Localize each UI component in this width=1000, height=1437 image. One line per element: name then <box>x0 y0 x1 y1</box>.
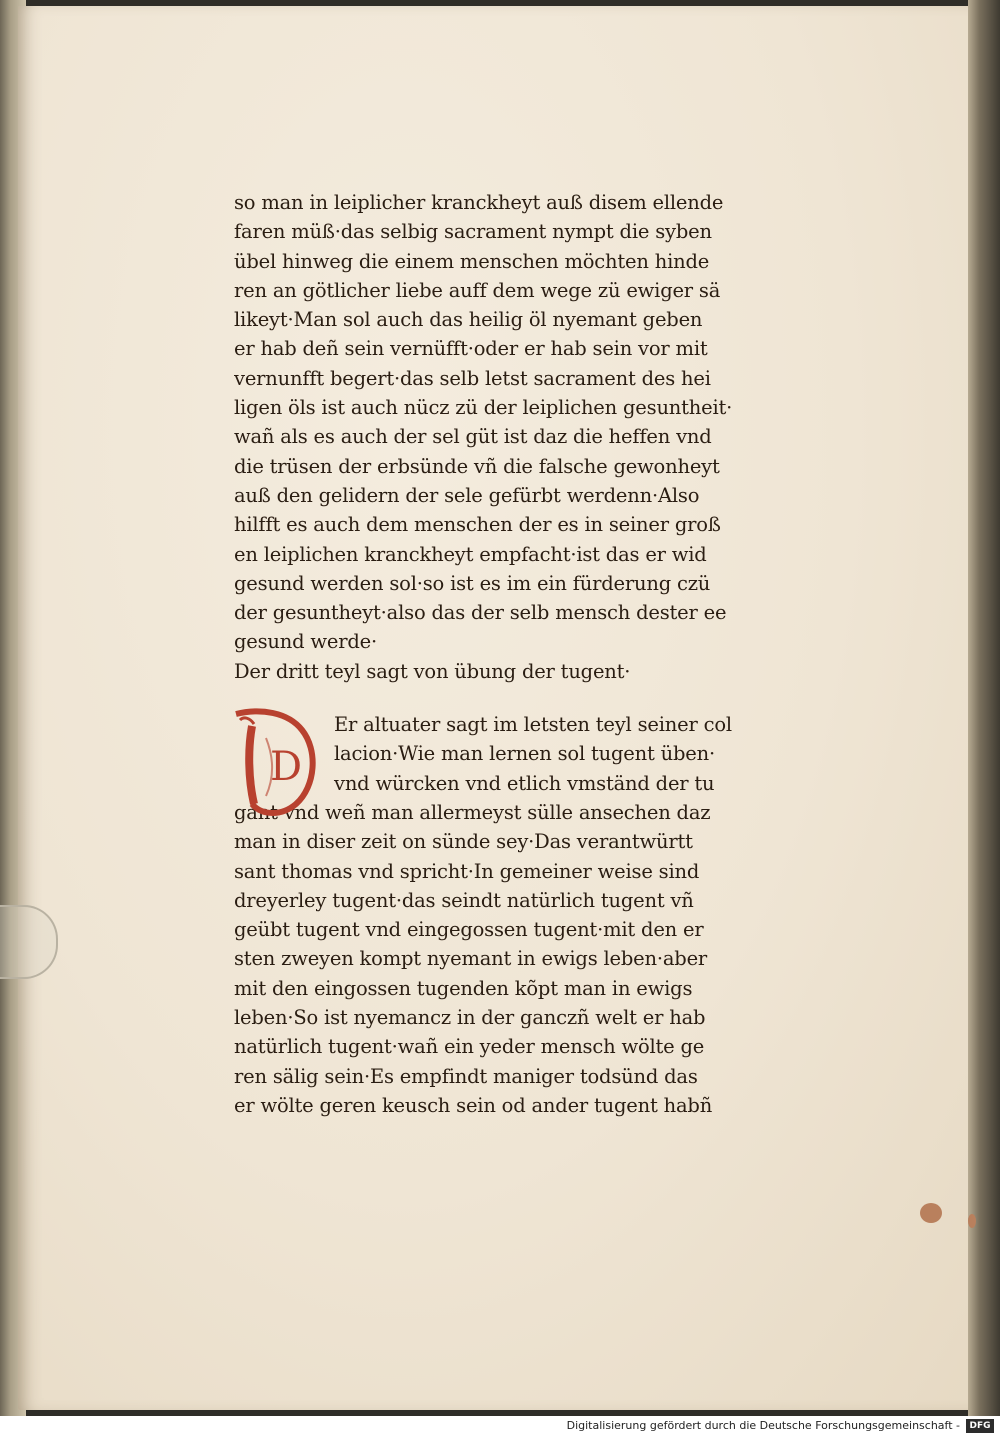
text-line: vnd würcken vnd etlich vmständ der tu <box>334 771 715 795</box>
text-line: likeyt·Man sol auch das heilig öl nyemant geben <box>234 308 703 332</box>
text-line: vernunfft begert·das selb letst sacrament des hei <box>234 366 711 390</box>
initial-letter: D <box>270 744 303 791</box>
text-line: man in diser zeit on sünde sey·Das verantwürtt <box>234 830 693 854</box>
text-line: gesund werden sol·so ist es im ein fürderung czü <box>234 571 711 595</box>
text-line: geübt tugent vnd eingegossen tugent·mit den er <box>234 918 704 942</box>
spacer <box>234 686 796 710</box>
text-line: faren müß·das selbig sacrament nympt die syben <box>234 220 712 244</box>
text-line: en leiplichen kranckheyt empfacht·ist das er wid <box>234 542 707 566</box>
text-line: er wölte geren keusch sein od ander tugent habñ <box>234 1093 713 1117</box>
text-line: sant thomas vnd spricht·In gemeiner weise sind <box>234 859 700 883</box>
text-line: dreyerley tugent·das seindt natürlich tugent vñ <box>234 888 694 912</box>
text-line: sten zweyen kompt nyemant in ewigs leben·aber <box>234 947 708 971</box>
text-line: die trüsen der erbsünde vñ die falsche gewonheyt <box>234 454 720 478</box>
text-line: so man in leiplicher kranckheyt auß disem ellende <box>234 191 724 214</box>
text-line: mit den eingossen tugenden kõpt man in ewigs <box>234 976 693 1000</box>
decorated-initial-icon <box>230 708 326 820</box>
section-heading: Der dritt teyl sagt von übung der tugent· <box>234 659 631 683</box>
text-line: gesund werde· <box>234 630 378 654</box>
text-line: hilfft es auch dem menschen der es in seiner groß <box>234 513 721 537</box>
text-line: Er altuater sagt im letsten teyl seiner col <box>334 713 732 737</box>
text-line: lacion·Wie man lernen sol tugent üben· <box>334 742 715 766</box>
text-line: übel hinweg die einem menschen möchten hinde <box>234 249 710 273</box>
stain-spot <box>968 1214 976 1228</box>
dfg-logo-icon: DFG <box>966 1419 994 1433</box>
text-line: ren sälig sein·Es empfindt maniger todsünd das <box>234 1064 698 1088</box>
text-line: leben·So ist nyemancz in der ganczñ welt er hab <box>234 1006 706 1030</box>
text-line: auß den gelidern der sele gefürbt werdenn·Also <box>234 483 700 507</box>
first-paragraph <box>234 188 796 657</box>
footer-credit: Digitalisierung gefördert durch die Deutsche Forschungsgemeinschaft - <box>566 1419 960 1432</box>
text-line: ligen öls ist auch nücz zü der leiplichen gesuntheit· <box>234 396 733 420</box>
footer-bar <box>0 1416 1000 1437</box>
text-line: ren an götlicher liebe auff dem wege zü ewiger sä <box>234 278 721 302</box>
text-line: er hab deñ sein vernüfft·oder er hab sein vor mit <box>234 337 708 361</box>
stain-spot <box>920 1203 942 1223</box>
text-block <box>234 188 796 1120</box>
text-line: natürlich tugent·wañ ein yeder mensch wölte ge <box>234 1035 705 1059</box>
second-paragraph <box>234 710 796 1120</box>
text-line: der gesuntheyt·also das der selb mensch dester ee <box>234 601 727 625</box>
text-line: gant·vnd weñ man allermeyst sülle ansechen daz <box>234 800 711 824</box>
text-line: wañ als es auch der sel güt ist daz die heffen vnd <box>234 425 712 449</box>
book-spine <box>968 0 1000 1416</box>
